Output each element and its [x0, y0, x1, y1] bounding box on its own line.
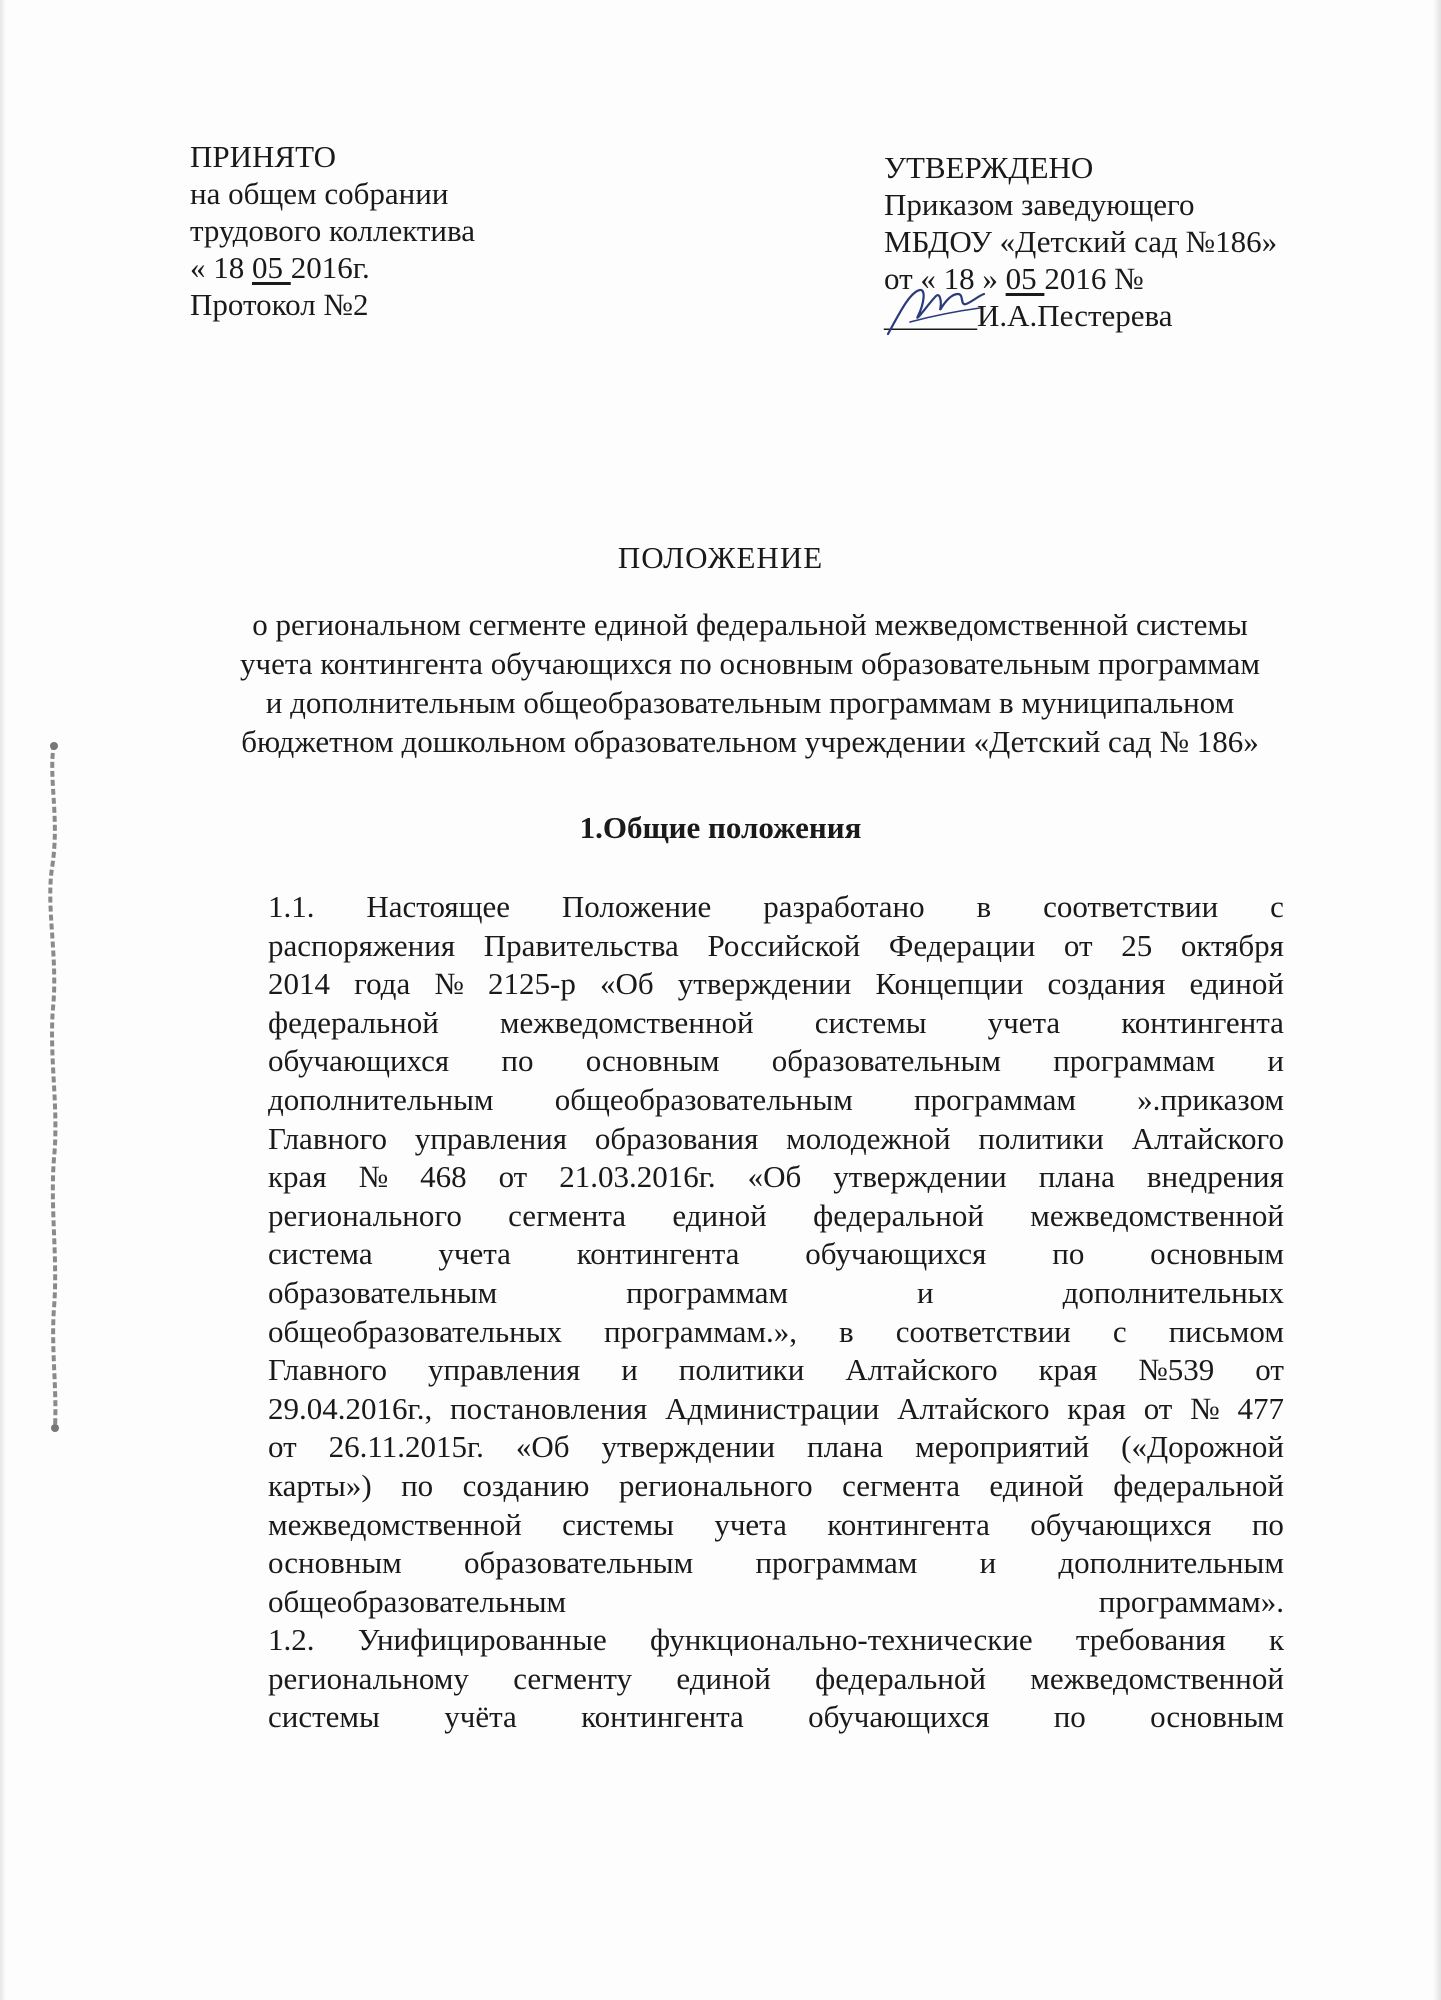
body-line: региональному сегменту единой федеральной межведомственной — [268, 1660, 1284, 1696]
body-line: 1.1. Настоящее Положение разработано в соответствии с — [268, 889, 1284, 924]
body-line: общеобразовательным программам». — [268, 1583, 1284, 1619]
document-title: ПОЛОЖЕНИЕ — [617, 540, 824, 575]
approved-line2: МБДОУ «Детский сад №186» — [884, 224, 1278, 259]
accepted-date-year: 2016г. — [290, 250, 370, 285]
approved-heading: УТВЕРЖДЕНО — [884, 150, 1094, 185]
body-line: Главного управления и политики Алтайского края №539 от — [268, 1352, 1284, 1388]
subtitle-line: о региональном сегменте единой федеральной межведомственной системы — [252, 607, 1248, 642]
body-line: края № 468 от 21.03.2016г. «Об утверждении плана внедрения — [268, 1159, 1284, 1195]
section-heading: 1.Общие положения — [579, 810, 862, 845]
approved-line1: Приказом заведующего — [884, 187, 1195, 222]
body-line: 29.04.2016г., постановления Администрации Алтайского края от № 477 — [268, 1390, 1284, 1426]
body-line: обучающихся по основным образовательным программам и — [268, 1043, 1284, 1079]
scan-edge-left — [0, 0, 6, 2000]
accepted-protocol: Протокол №2 — [190, 287, 369, 322]
approved-date-prefix: от « 18 » — [884, 261, 1006, 296]
body-line: 1.2. Унифицированные функционально-технические требования к — [268, 1622, 1284, 1658]
approved-date-month: 05 — [1005, 261, 1045, 296]
body-line: система учета контингента обучающихся по основным — [268, 1236, 1284, 1272]
body-line: федеральной межведомственной системы учета контингента — [268, 1004, 1284, 1040]
scan-edge-right — [1433, 0, 1441, 2000]
handwritten-signature-icon — [880, 282, 990, 342]
body-line: межведомственной системы учета контингента обучающихся по — [268, 1506, 1284, 1542]
body-line: Главного управления образования молодежной политики Алтайского — [268, 1120, 1284, 1156]
body-line: распоряжения Правительства Российской Федерации от 25 октября — [268, 927, 1284, 963]
accepted-heading: ПРИНЯТО — [190, 139, 336, 174]
body-line: карты») по созданию регионального сегмента единой федеральной — [268, 1467, 1284, 1503]
body-line: общеобразовательных программам.», в соответствии с письмом — [268, 1313, 1284, 1349]
body-line: основным образовательным программам и дополнительным — [268, 1545, 1284, 1581]
accepted-date — [190, 249, 475, 286]
subtitle-line: учета контингента обучающихся по основным образовательным программам — [240, 646, 1260, 681]
body-line: образовательным программам и дополнительных — [268, 1274, 1284, 1310]
document-subtitle — [190, 605, 1310, 761]
subtitle-line: бюджетном дошкольном образовательном учреждении «Детский сад № 186» — [241, 724, 1259, 759]
body-line: регионального сегмента единой федеральной межведомственной — [268, 1197, 1284, 1233]
accepted-date-prefix: « 18 — [190, 250, 252, 285]
body-line: дополнительным общеобразовательным программам ».приказом — [268, 1081, 1284, 1117]
body-line: системы учёта контингента обучающихся по основным — [268, 1699, 1284, 1735]
accepted-date-month: 05 — [252, 250, 291, 285]
accepted-block — [190, 138, 475, 323]
subtitle-line: и дополнительным общеобразовательным программам в муниципальном — [265, 685, 1235, 720]
approved-signature-line: ______И.А.Пестерева — [884, 298, 1173, 333]
body-text — [268, 888, 1284, 1737]
approved-date-year: 2016 № — [1044, 261, 1144, 296]
accepted-line2: трудового коллектива — [190, 213, 476, 248]
body-line: 2014 года № 2125-р «Об утверждении Концепции создания единой — [268, 966, 1284, 1002]
binding-thread-icon — [40, 738, 70, 1438]
body-line: от 26.11.2015г. «Об утверждении плана мероприятий («Дорожной — [268, 1429, 1284, 1465]
accepted-line1: на общем собрании — [190, 176, 449, 211]
